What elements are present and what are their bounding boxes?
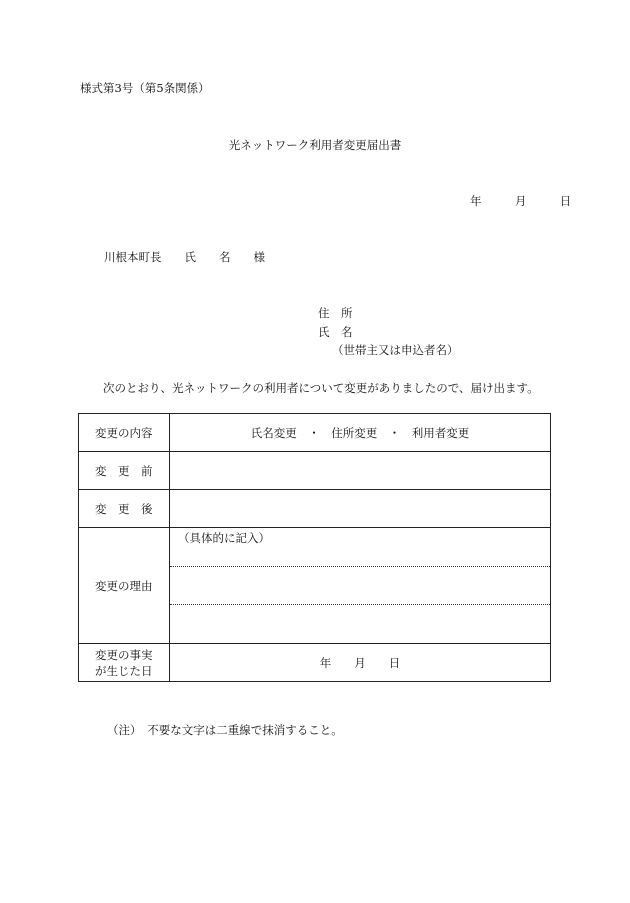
table-row [79,490,551,528]
statement-text: 次のとおり、光ネットワークの利用者について変更がありましたので、届け出ます。 [103,381,539,395]
document-title: 光ネットワーク利用者変更届出書 [228,138,402,152]
reason-hint: （具体的に記入） [178,531,270,545]
occurrence-label-line1: 変更の事実 [95,647,153,662]
change-options: 氏名変更 ・ 住所変更 ・ 利用者変更 [170,414,551,452]
householder-note: （世帯主又は申込者名） [332,343,459,357]
change-content-label: 変更の内容 [79,414,170,452]
applicant-name-label: 氏 名 [318,325,353,339]
table-row [79,414,551,452]
table-row [79,528,551,644]
table-row [79,452,551,490]
before-value-cell[interactable] [170,452,551,490]
occurrence-label [79,644,170,682]
footnote: （注） 不要な文字は二重線で抹消すること。 [107,723,343,737]
addressee: 川根本町長 氏 名 様 [104,250,265,264]
date-year: 年 [470,194,482,208]
change-table [78,413,551,682]
reason-divider [170,566,550,567]
after-value-cell[interactable] [170,490,551,528]
submission-date [470,193,571,209]
date-day: 日 [559,194,572,208]
reason-label: 変更の理由 [79,528,170,644]
after-label: 変 更 後 [79,490,170,528]
before-label: 変 更 前 [79,452,170,490]
table-row [79,644,551,682]
reason-divider [170,604,550,605]
date-month: 月 [514,194,527,208]
reason-value-cell[interactable] [170,528,551,644]
occurrence-date[interactable]: 年 月 日 [170,644,551,682]
occurrence-label-line2: が生じた日 [95,663,153,678]
form-number: 様式第3号（第5条関係） [80,81,210,95]
applicant-address-label: 住 所 [318,306,353,320]
